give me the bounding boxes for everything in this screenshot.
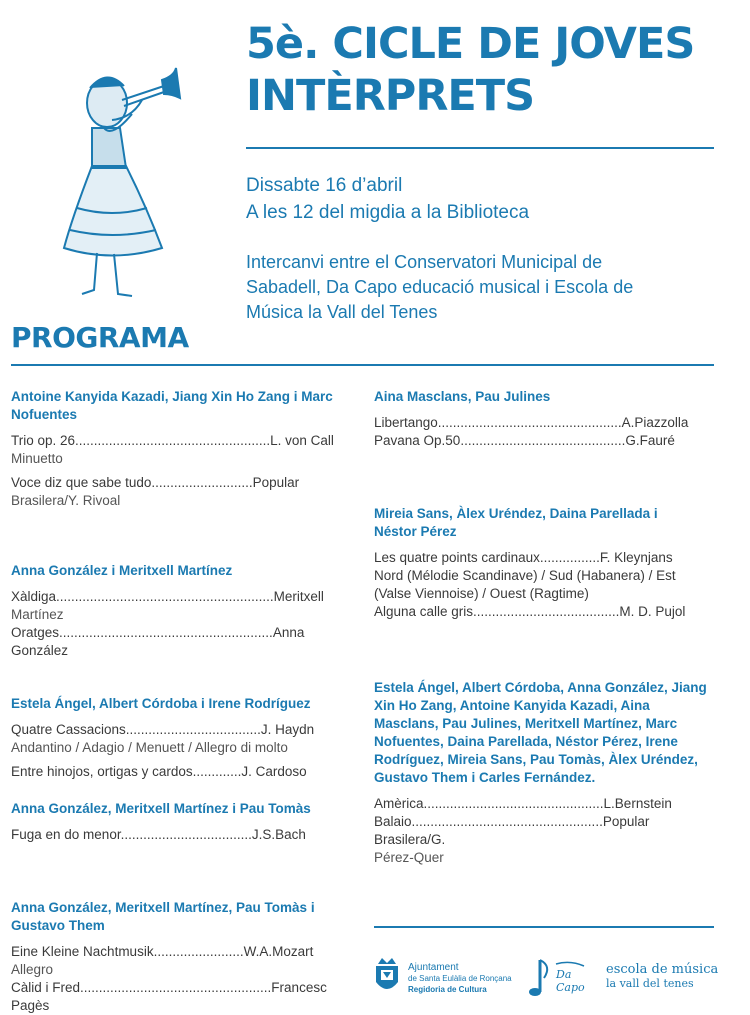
piece-line: Càlid i Fred...................................................Francesc Pagès <box>11 980 327 1013</box>
intro-line: Intercanvi entre el Conservatori Municipal de <box>246 252 603 272</box>
intro-line: Música la Vall del Tenes <box>246 302 438 322</box>
performer-line: Anna González, Meritxell Martínez, Pau Tomàs i <box>11 900 315 915</box>
ajuntament-line: de Santa Eulàlia de Ronçana <box>408 974 512 983</box>
performers <box>374 388 719 406</box>
performer-line: Néstor Pérez <box>374 524 457 539</box>
piece-line: Les quatre points cardinaux................F. Kleynjans <box>374 550 673 565</box>
program-item <box>11 800 356 844</box>
piece-line: Balaio...................................................Popular Brasilera/G. <box>374 814 650 847</box>
piece-line: Fuga en do menor...................................J.S.Bach <box>11 827 306 842</box>
intro-line: Sabadell, Da Capo educació musical i Escola de <box>246 277 634 297</box>
piece-line: Libertango.................................................A.Piazzolla <box>374 415 689 430</box>
escola-logo <box>606 962 726 1002</box>
piece-subtitle: Brasilera/Y. Rivoal <box>11 493 121 508</box>
program-item <box>11 388 356 510</box>
performers <box>11 695 356 713</box>
performer-line: Antoine Kanyida Kazadi, Jiang Xin Ho Zang i Marc <box>11 389 333 404</box>
title-line-1: 5è. CICLE DE JOVES <box>246 19 695 69</box>
performer-line: Gustavo Them <box>11 918 105 933</box>
performers <box>374 679 724 787</box>
programa-divider <box>11 364 714 366</box>
performer-line: Rodríguez, Mireia Sans, Pau Tomàs, Àlex Uréndez, <box>374 752 698 767</box>
performers <box>11 388 356 424</box>
title-line-2: INTÈRPRETS <box>246 71 535 121</box>
piece-line: Eine Kleine Nachtmusik........................W.A.Mozart <box>11 944 314 959</box>
performers <box>11 800 356 818</box>
piece-line: Oratges.........................................................Anna González <box>11 625 305 658</box>
dacapo-text: Da Capo <box>556 968 585 994</box>
piece-subtitle: Allegro <box>11 962 54 977</box>
ajuntament-line: Regidoria de Cultura <box>408 985 487 994</box>
piece-line: Nord (Mélodie Scandinave) / Sud (Habanera) / Est <box>374 568 676 583</box>
program-item <box>11 695 356 781</box>
piece-subtitle: Minuetto <box>11 451 63 466</box>
performer-line: Estela Ángel, Albert Córdoba i Irene Rodríguez <box>11 696 311 711</box>
performers <box>374 505 719 541</box>
piece-line: Trio op. 26....................................................L. von Call <box>11 433 334 448</box>
piece-line: Amèrica................................................L.Bernstein <box>374 796 672 811</box>
ajuntament-text <box>408 962 512 995</box>
date-block <box>246 172 529 226</box>
piece-line: Pavana Op.50............................................G.Fauré <box>374 433 675 448</box>
logos-divider <box>374 926 714 928</box>
piece-line: Quatre Cassacions....................................J. Haydn <box>11 722 315 737</box>
title-divider <box>246 147 714 149</box>
performer-line: Aina Masclans, Pau Julines <box>374 389 551 404</box>
performers <box>11 899 356 935</box>
performer-line: Anna González, Meritxell Martínez i Pau Tomàs <box>11 801 311 816</box>
piece-line: Alguna calle gris.......................................M. D. Pujol <box>374 604 686 619</box>
program-item <box>11 899 356 1015</box>
program-item <box>11 562 356 660</box>
performer-line: Masclans, Pau Julines, Meritxell Martínez, Marc <box>374 716 678 731</box>
performer-line: Anna González i Meritxell Martínez <box>11 563 233 578</box>
performer-line: Estela Ángel, Albert Córdoba, Anna González, Jiang <box>374 680 707 695</box>
performer-line: Gustavo Them i Carles Fernández. <box>374 770 596 785</box>
piece-line: Voce diz que sabe tudo...........................Popular <box>11 475 300 490</box>
piece-line: (Valse Viennoise) / Ouest (Ragtime) <box>374 586 589 601</box>
performer-line: Nofuentes <box>11 407 78 422</box>
piece-subtitle: Martínez <box>11 607 64 622</box>
escola-line: escola de música <box>606 962 719 977</box>
ajuntament-line: Ajuntament <box>408 962 459 973</box>
ajuntament-logo <box>374 956 524 998</box>
piece-subtitle: Pérez-Quer <box>374 850 444 865</box>
piece-subtitle: Andantino / Adagio / Menuett / Allegro di molto <box>11 740 288 755</box>
performers <box>11 562 356 580</box>
program-item <box>374 679 724 867</box>
dacapo-logo <box>526 952 596 1002</box>
programa-heading: PROGRAMA <box>11 321 189 354</box>
coat-of-arms-icon <box>374 958 400 996</box>
performer-line: Nofuentes, Daina Parellada, Néstor Pérez, Irene <box>374 734 678 749</box>
performer-line: Mireia Sans, Àlex Uréndez, Daina Parellada i <box>374 506 658 521</box>
event-title <box>246 18 726 122</box>
program-item <box>374 388 719 450</box>
performer-line: Xin Ho Zang, Antoine Kanyida Kazadi, Aina <box>374 698 650 713</box>
intro-text <box>246 250 686 325</box>
program-item <box>374 505 719 621</box>
event-time-place: A les 12 del migdia a la Biblioteca <box>246 202 530 223</box>
trumpet-girl-illustration <box>52 58 182 318</box>
piece-line: Xàldiga..........................................................Meritxell <box>11 589 324 604</box>
piece-line: Entre hinojos, ortigas y cardos.............J. Cardoso <box>11 764 307 779</box>
event-date: Dissabte 16 d’abril <box>246 175 403 196</box>
escola-line: la vall del tenes <box>606 977 694 990</box>
